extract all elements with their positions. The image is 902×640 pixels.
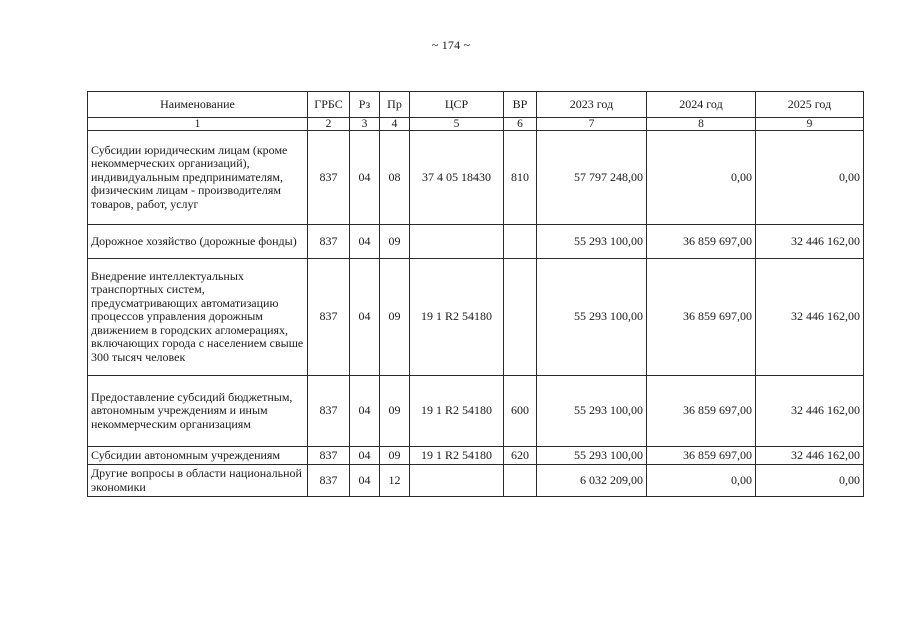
column-number: 2 [308, 118, 350, 131]
row-grbs: 837 [308, 225, 350, 259]
row-name: Предоставление субсидий бюджетным, автономным учреждениям и иным некоммерческим организациям [88, 376, 308, 447]
column-number-row [88, 118, 864, 131]
header-row [88, 92, 864, 118]
column-number: 7 [537, 118, 647, 131]
column-number: 9 [756, 118, 864, 131]
row-vr: 600 [504, 376, 537, 447]
table-row [88, 447, 864, 465]
header-2025: 2025 год [756, 92, 864, 118]
row-name: Другие вопросы в области национальной экономики [88, 465, 308, 497]
row-2024: 0,00 [647, 131, 756, 225]
table-row [88, 376, 864, 447]
table-row [88, 465, 864, 497]
row-2024: 0,00 [647, 465, 756, 497]
column-number: 8 [647, 118, 756, 131]
row-2023: 55 293 100,00 [537, 376, 647, 447]
header-csr: ЦСР [410, 92, 504, 118]
header-rz: Рз [350, 92, 380, 118]
table-row [88, 225, 864, 259]
column-number: 4 [380, 118, 410, 131]
row-vr: 620 [504, 447, 537, 465]
header-name: Наименование [88, 92, 308, 118]
row-2023: 57 797 248,00 [537, 131, 647, 225]
row-2024: 36 859 697,00 [647, 225, 756, 259]
row-2025: 32 446 162,00 [756, 259, 864, 376]
row-vr [504, 465, 537, 497]
row-csr: 19 1 R2 54180 [410, 376, 504, 447]
row-2023: 55 293 100,00 [537, 447, 647, 465]
row-pr: 09 [380, 376, 410, 447]
row-csr [410, 465, 504, 497]
column-number: 3 [350, 118, 380, 131]
row-vr [504, 259, 537, 376]
row-grbs: 837 [308, 376, 350, 447]
column-number: 5 [410, 118, 504, 131]
row-name: Внедрение интеллектуальных транспортных систем, предусматривающих автоматизацию процессов управления дорожным движением в городских агломерациях, включающих города с населением свыше 300 тысяч человек [88, 259, 308, 376]
row-grbs: 837 [308, 465, 350, 497]
row-pr: 12 [380, 465, 410, 497]
column-number: 1 [88, 118, 308, 131]
row-pr: 09 [380, 259, 410, 376]
row-2024: 36 859 697,00 [647, 259, 756, 376]
row-pr: 09 [380, 225, 410, 259]
header-pr: Пр [380, 92, 410, 118]
row-name: Дорожное хозяйство (дорожные фонды) [88, 225, 308, 259]
row-2025: 0,00 [756, 465, 864, 497]
row-2023: 55 293 100,00 [537, 225, 647, 259]
row-name: Субсидии юридическим лицам (кроме некоммерческих организаций), индивидуальным предпринимателям, физическим лицам - производителям товаров, работ, услуг [88, 131, 308, 225]
header-2024: 2024 год [647, 92, 756, 118]
row-rz: 04 [350, 465, 380, 497]
row-name: Субсидии автономным учреждениям [88, 447, 308, 465]
row-vr [504, 225, 537, 259]
row-2024: 36 859 697,00 [647, 447, 756, 465]
row-grbs: 837 [308, 447, 350, 465]
row-csr: 19 1 R2 54180 [410, 447, 504, 465]
column-number: 6 [504, 118, 537, 131]
row-csr: 37 4 05 18430 [410, 131, 504, 225]
table-row [88, 259, 864, 376]
header-vr: ВР [504, 92, 537, 118]
row-2024: 36 859 697,00 [647, 376, 756, 447]
row-pr: 08 [380, 131, 410, 225]
row-rz: 04 [350, 376, 380, 447]
row-vr: 810 [504, 131, 537, 225]
row-2023: 6 032 209,00 [537, 465, 647, 497]
row-grbs: 837 [308, 259, 350, 376]
row-2023: 55 293 100,00 [537, 259, 647, 376]
header-grbs: ГРБС [308, 92, 350, 118]
budget-table [87, 91, 864, 497]
row-2025: 32 446 162,00 [756, 225, 864, 259]
row-pr: 09 [380, 447, 410, 465]
row-grbs: 837 [308, 131, 350, 225]
row-csr: 19 1 R2 54180 [410, 259, 504, 376]
row-2025: 0,00 [756, 131, 864, 225]
row-rz: 04 [350, 259, 380, 376]
header-2023: 2023 год [537, 92, 647, 118]
row-rz: 04 [350, 225, 380, 259]
row-2025: 32 446 162,00 [756, 447, 864, 465]
row-rz: 04 [350, 447, 380, 465]
row-csr [410, 225, 504, 259]
row-2025: 32 446 162,00 [756, 376, 864, 447]
row-rz: 04 [350, 131, 380, 225]
page-number: ~ 174 ~ [431, 38, 471, 52]
table-row [88, 131, 864, 225]
